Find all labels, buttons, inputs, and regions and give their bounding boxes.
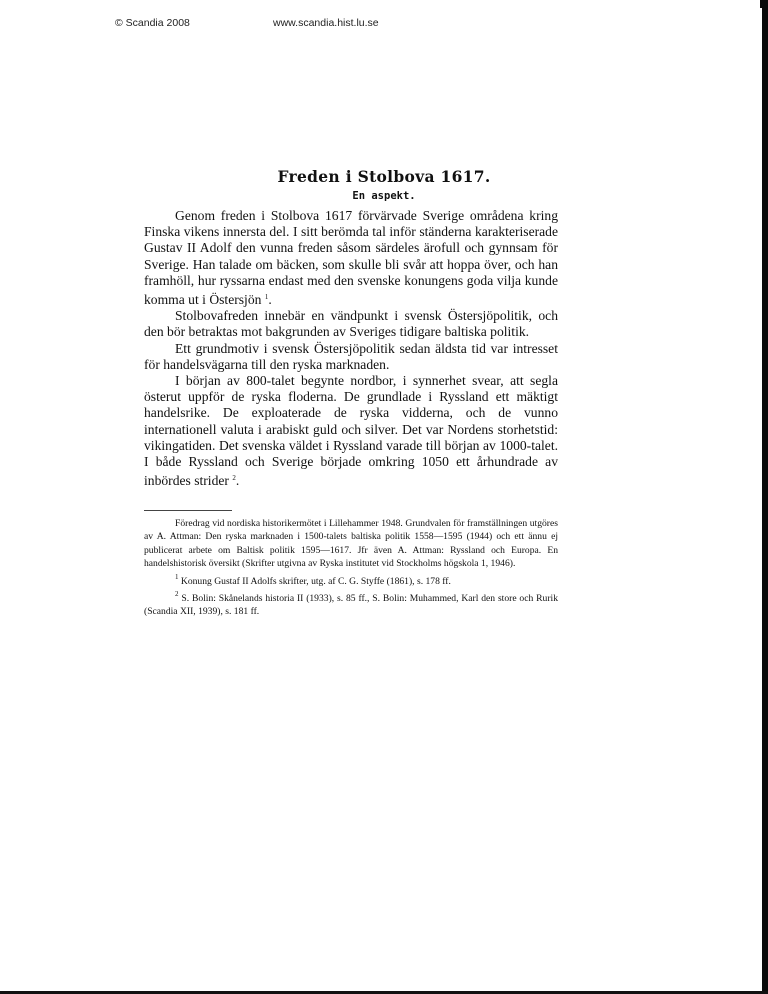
copyright-notice: © Scandia 2008 xyxy=(115,17,190,29)
article-title: Freden i Stolbova 1617. xyxy=(277,167,491,186)
footnote-text: Föredrag vid nordiska historikermötet i Lillehammer 1948. Grundvalen för framställningen utgöres av A. Attman: Den ryska marknaden i 1500-talets baltiska politik 1558—1595 (1944) och ett ännu ej publicerat arbete om Baltisk politik 1595—1617. Jfr även A. Attman: Ryssland och Europa. En handelshistorisk översikt (Skrifter utgivna av Ryska institutet vid Stockholms högskola 1, 1946). xyxy=(144,518,558,570)
footnote-text: Konung Gustaf II Adolfs skrifter, utg. af C. G. Styffe (1861), s. 178 ff. xyxy=(180,575,451,587)
paragraph-end: . xyxy=(235,473,240,489)
right-scan-edge xyxy=(762,0,768,994)
footnote-marker: 1 xyxy=(175,572,179,581)
paragraph xyxy=(144,208,558,308)
top-border-gap xyxy=(0,0,760,8)
paragraph-text: Stolbovafreden innebär en vändpunkt i svensk Östersjöpolitik, och den bör betraktas mot bakgrunden av Sveriges tidigare baltiska politik. xyxy=(144,308,558,340)
paragraph xyxy=(144,341,558,373)
footnote-marker: 2 xyxy=(175,590,179,599)
paragraph xyxy=(144,373,558,489)
article-body xyxy=(144,208,558,489)
article-subtitle: En aspekt. xyxy=(352,190,416,202)
footnote-divider xyxy=(144,510,232,511)
footnotes xyxy=(144,517,558,619)
footnote-ref[interactable]: 2 xyxy=(232,474,236,483)
footnote-ref[interactable]: 1 xyxy=(264,293,269,302)
paragraph-text: Genom freden i Stolbova 1617 förvärvade Sverige områdena kring Finska vikens innersta del. I sitt berömda tal inför ständerna karakteriserade Gustav II Adolf den vunna freden såsom särdeles ärofull och gynnsam för Sverige. Han talade om bäcken, som skulle bli svår att hoppa över, och han framhöll, hur ryssarna endast med den svenske konungens goda vilja kunde komma ut i Östersjön xyxy=(144,208,558,308)
source-url[interactable]: www.scandia.hist.lu.se xyxy=(273,17,379,29)
footnote xyxy=(144,571,558,588)
paragraph-end: . xyxy=(268,292,272,308)
footnote-text: S. Bolin: Skånelands historia II (1933), s. 85 ff., S. Bolin: Muhammed, Karl den store och Rurik (Scandia XII, 1939), s. 181 ff. xyxy=(144,593,558,618)
paragraph xyxy=(144,308,558,340)
paragraph-text: I början av 800-talet begynte nordbor, i synnerhet svear, att segla österut uppför de ryska floderna. De grundlade i Ryssland ett mäktigt handelsrike. De exploaterade de ryska vidderna, och de vunno internationell valuta i arabiskt guld och silver. Det var Nordens storhetstid: vikingatiden. Det svenska väldet i Ryssland varade till början av 1000-talet. I både Ryssland och Sverige började omkring 1050 ett århundrade av inbördes strider xyxy=(144,373,558,489)
paragraph-text: Ett grundmotiv i svensk Östersjöpolitik sedan äldsta tid var intresset för handelsvägarna till den ryska marknaden. xyxy=(144,340,558,372)
footnote xyxy=(144,517,558,571)
footnote xyxy=(144,588,558,619)
